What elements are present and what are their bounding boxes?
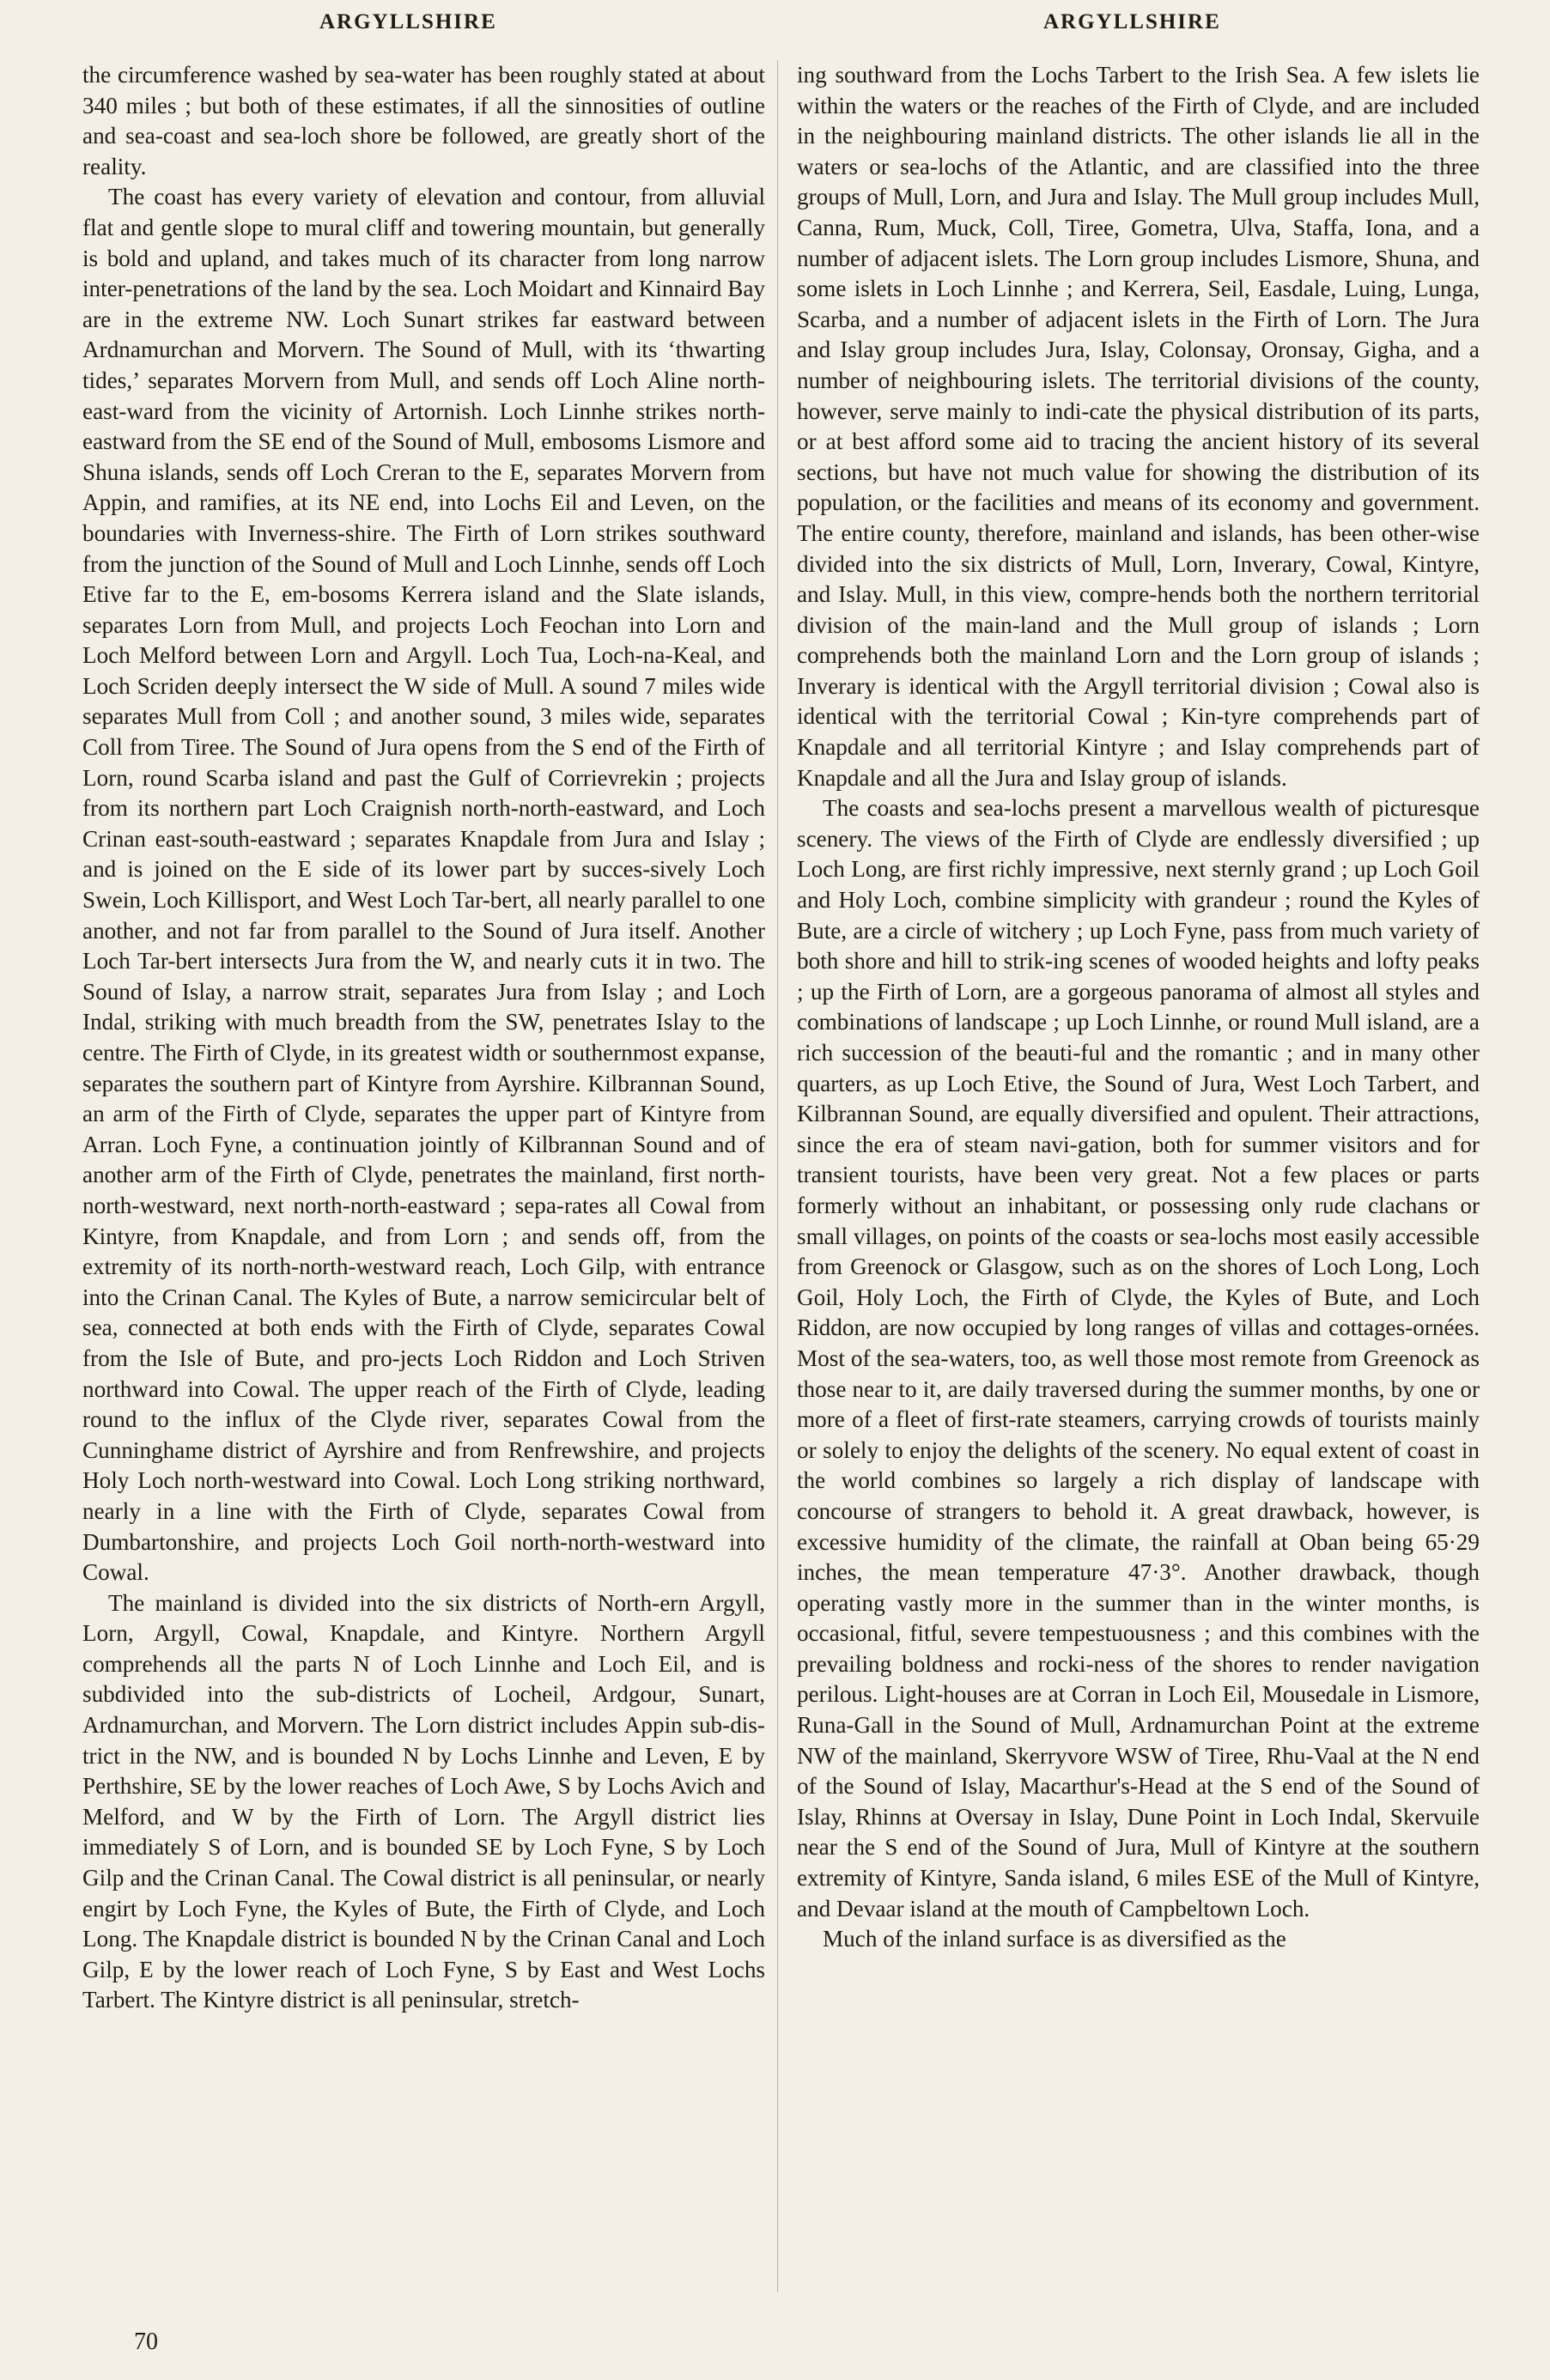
paragraph: The coast has every variety of elevation and contour, from alluvial flat and gentle slope to mural cliff and towering mountain, but generally is bold and upland, and takes much of its character from long narrow inter-penetrations of the land by the sea. Loch Moidart and Kinnaird Bay are in the extreme NW. Loch Sunart strikes far eastward between Ardnamurchan and Morvern. The Sound of Mull, with its ‘thwarting tides,’ separates Morvern from Mull, and sends off Loch Aline north-east-ward from the vicinity of Artornish. Loch Linnhe strikes north-eastward from the SE end of the Sound of Mull, embosoms Lismore and Shuna islands, sends off Loch Creran to the E, separates Morvern from Appin, and ramifies, at its NE end, into Lochs Eil and Leven, on the boundaries with Inverness-shire. The Firth of Lorn strikes southward from the junction of the Sound of Mull and Loch Linnhe, sends off Loch Etive far to the E, em-bosoms Kerrera island and the Slate islands, separates Lorn from Mull, and projects Loch Feochan into Lorn and Loch Melford between Lorn and Argyll. Loch Tua, Loch-na-Keal, and Loch Scriden deeply intersect the W side of Mull. A sound 7 miles wide separates Mull from Coll ; and another sound, 3 miles wide, separates Coll from Tiree. The Sound of Jura opens from the S end of the Firth of Lorn, round Scarba island and past the Gulf of Corrievrekin ; projects from its northern part Loch Craignish north-north-eastward, and Loch Crinan east-south-eastward ; separates Knapdale from Jura and Islay ; and is joined on the E side of its lower part by succes-sively Loch Swein, Loch Killisport, and West Loch Tar-bert, all nearly parallel to one another, and not far from parallel to the Sound of Jura itself. Another Loch Tar-bert intersects Jura from the W, and nearly cuts it in two. The Sound of Islay, a narrow strait, separates Jura from Islay ; and Loch Indal, striking with much breadth from the SW, penetrates Islay to the centre. The Firth of Clyde, in its greatest width or southernmost expanse, separates the southern part of Kintyre from Ayrshire. Kilbrannan Sound, an arm of the Firth of Clyde, separates the upper part of Kintyre from Arran. Loch Fyne, a continuation jointly of Kilbrannan Sound and of another arm of the Firth of Clyde, penetrates the mainland, first north-north-westward, next north-north-eastward ; sepa-rates all Cowal from Kintyre, from Knapdale, and from Lorn ; and sends off, from the extremity of its north-north-westward reach, Loch Gilp, with entrance into the Crinan Canal. The Kyles of Bute, a narrow semicircular belt of sea, connected at both ends with the Firth of Clyde, separates Cowal from the Isle of Bute, and pro-jects Loch Riddon and Loch Striven northward into Cowal. The upper reach of the Firth of Clyde, leading round to the influx of the Clyde river, separates Cowal from the Cunninghame district of Ayrshire and from Renfrewshire, and projects Holy Loch north-westward into Cowal. Loch Long striking northward, nearly in a line with the Firth of Clyde, separates Cowal from Dumbartonshire, and projects Loch Goil north-north-westward into Cowal.: [82, 184, 765, 1586]
paragraph: ing southward from the Lochs Tarbert to the Irish Sea. A few islets lie within the waters or the reaches of the Firth of Clyde, and are included in the neighbouring mainland districts. The other islands lie all in the waters or sea-lochs of the Atlantic, and are classified into the three groups of Mull, Lorn, and Jura and Islay. The Mull group includes Mull, Canna, Rum, Muck, Coll, Tiree, Gometra, Ulva, Staffa, Iona, and a number of adjacent islets. The Lorn group includes Lismore, Shuna, and some islets in Loch Linnhe ; and Kerrera, Seil, Easdale, Luing, Lunga, Scarba, and a number of adjacent islets in the Firth of Lorn. The Jura and Islay group includes Jura, Islay, Colonsay, Oronsay, Gigha, and a number of neighbouring islets. The territorial divisions of the county, however, serve mainly to indi-cate the physical distribution of its parts, or at best afford some aid to tracing the ancient history of its several sections, but have not much value for showing the distribution of its population, or the facilities and means of its economy and government. The entire county, therefore, mainland and islands, has been other-wise divided into the six districts of Mull, Lorn, Inverary, Cowal, Kintyre, and Islay. Mull, in this view, compre-hends both the northern territorial division of the main-land and the Mull group of islands ; Lorn comprehends both the mainland Lorn and the Lorn group of islands ; Inverary is identical with the Argyll territorial division ; Cowal also is identical with the territorial Cowal ; Kin-tyre comprehends part of Knapdale and all territorial Kintyre ; and Islay comprehends part of Knapdale and all the Jura and Islay group of islands.: [797, 62, 1480, 791]
paragraph: The coasts and sea-lochs present a marvellous wealth of picturesque scenery. The views of the Firth of Clyde are endlessly diversified ; up Loch Long, are first richly impressive, next sternly grand ; up Loch Goil and Holy Loch, combine simplicity with grandeur ; round the Kyles of Bute, are a circle of witchery ; up Loch Fyne, pass from much variety of both shore and hill to strik-ing scenes of wooded heights and lofty peaks ; up the Firth of Lorn, are a gorgeous panorama of almost all styles and combinations of landscape ; up Loch Linnhe, or round Mull island, are a rich succession of the beauti-ful and the romantic ; and in many other quarters, as up Loch Etive, the Sound of Jura, West Loch Tarbert, and Kilbrannan Sound, are equally diversified and opulent. Their attractions, since the era of steam navi-gation, both for summer visitors and for transient tourists, have been very great. Not a few places or parts formerly without an inhabitant, or possessing only rude clachans or small villages, on points of the coasts or sea-lochs most easily accessible from Greenock or Glasgow, such as on the shores of Loch Long, Loch Goil, Holy Loch, the Firth of Clyde, the Kyles of Bute, and Loch Riddon, are now occupied by long ranges of villas and cottages-ornées. Most of the sea-waters, too, as well those most remote from Greenock as those near to it, are daily traversed during the summer months, by one or more of a fleet of first-rate steamers, carrying crowds of tourists mainly or solely to enjoy the delights of the scenery. No equal extent of coast in the world combines so largely a rich display of landscape with concourse of strangers to behold it. A great drawback, however, is excessive humidity of the climate, the rainfall at Oban being 65·29 inches, the mean temperature 47·3°. Another drawback, though operating vastly more in the summer than in the winter months, is occasional, fitful, severe tempestuousness ; and this combines with the prevailing boldness and rocki-ness of the shores to render navigation perilous. Light-houses are at Corran in Loch Eil, Mousedale in Lismore, Runa-Gall in the Sound of Mull, Ardnamurchan Point at the extreme NW of the mainland, Skerryvore WSW of Tiree, Rhu-Vaal at the N end of the Sound of Islay, Macarthur's-Head at the S end of the Sound of Islay, Rhinns at Oversay in Islay, Dune Point in Loch Indal, Skervuile near the S end of the Sound of Jura, Mull of Kintyre at the southern extremity of Kintyre, Sanda island, 6 miles ESE of the Mull of Kintyre, and Devaar island at the mouth of Campbeltown Loch.: [797, 795, 1480, 1922]
text-column-left: [82, 60, 765, 2016]
running-head-left: ARGYLLSHIRE: [319, 10, 497, 33]
page-number: 70: [134, 2328, 158, 2355]
paragraph: Much of the inland surface is as diversified as the: [823, 1926, 1286, 1952]
paragraph: The mainland is divided into the six districts of North-ern Argyll, Lorn, Argyll, Cowal, Knapdale, and Kintyre. Northern Argyll comprehends all the parts N of Loch Linnhe and Loch Eil, and is subdivided into the sub-districts of Locheil, Ardgour, Sunart, Ardnamurchan, and Morvern. The Lorn district includes Appin sub-dis-trict in the NW, and is bounded N by Lochs Linnhe and Leven, E by Perthshire, SE by the lower reaches of Loch Awe, S by Lochs Avich and Melford, and W by the Firth of Lorn. The Argyll district lies immediately S of Lorn, and is bounded SE by Loch Fyne, S by Loch Gilp and the Crinan Canal. The Cowal district is all peninsular, or nearly engirt by Loch Fyne, the Kyles of Bute, the Firth of Clyde, and Loch Long. The Knapdale district is bounded N by the Crinan Canal and Loch Gilp, E by the lower reach of Loch Fyne, S by East and West Lochs Tarbert. The Kintyre district is all peninsular, stretch-: [82, 1589, 765, 2013]
column-divider: [777, 60, 778, 2292]
running-head-right: ARGYLLSHIRE: [1043, 10, 1221, 33]
paragraph: the circumference washed by sea-water has been roughly stated at about 340 miles ; but both of these estimates, if all the sinnosities of outline and sea-coast and sea-loch shore be followed, are greatly short of the reality.: [82, 62, 765, 179]
text-column-right: [797, 60, 1480, 1955]
